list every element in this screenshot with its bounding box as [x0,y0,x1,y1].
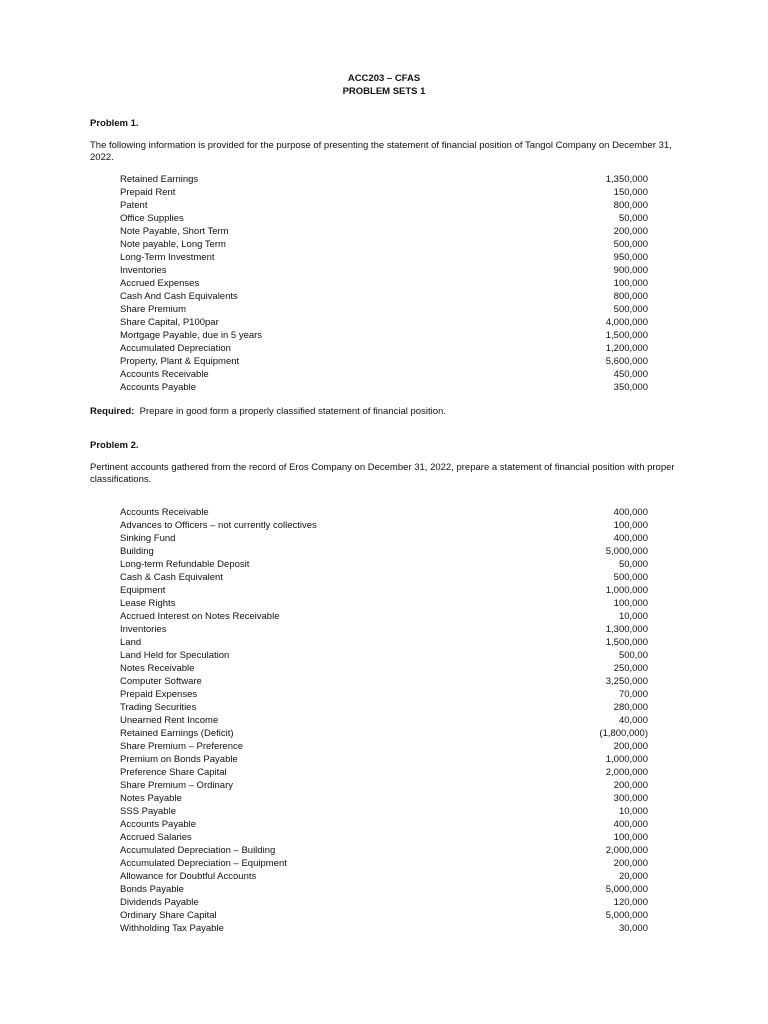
account-name: Retained Earnings (Deficit) [120,728,234,739]
account-amount: 5,600,000 [605,356,648,367]
account-name: Premium on Bonds Payable [120,754,238,765]
account-amount: 950,000 [613,252,648,263]
problem2-account-list [120,506,648,935]
account-row [120,701,648,714]
problem2-intro: Pertinent accounts gathered from the record of Eros Company on December 31, 2022, prepare a statement of financial position with proper classifications. [90,462,675,485]
account-name: Bonds Payable [120,884,184,895]
document-header [0,73,768,98]
account-row [120,766,648,779]
account-name: Accumulated Depreciation – Equipment [120,858,287,869]
account-amount: 40,000 [618,715,648,726]
account-row [120,303,648,316]
account-name: Long-term Refundable Deposit [120,559,250,570]
account-row [120,857,648,870]
account-name: Preference Share Capital [120,767,227,778]
problem1-required [90,406,446,417]
account-amount: 20,000 [618,871,648,882]
account-amount: 50,000 [618,213,648,224]
account-name: Patent [120,200,148,211]
account-amount: 10,000 [618,806,648,817]
account-row [120,532,648,545]
account-row [120,844,648,857]
account-row [120,818,648,831]
account-row [120,342,648,355]
account-amount: 400,000 [613,533,648,544]
account-name: SSS Payable [120,806,176,817]
account-name: Accounts Receivable [120,507,209,518]
account-row [120,662,648,675]
account-row [120,558,648,571]
account-amount: 1,500,000 [605,330,648,341]
account-amount: 5,000,000 [605,884,648,895]
account-row [120,225,648,238]
account-row [120,610,648,623]
account-row [120,779,648,792]
account-row [120,623,648,636]
account-row [120,368,648,381]
account-row [120,290,648,303]
account-amount: 30,000 [618,923,648,934]
account-row [120,909,648,922]
account-amount: 800,000 [613,291,648,302]
account-row [120,831,648,844]
account-name: Notes Receivable [120,663,195,674]
account-name: Advances to Officers – not currently collectives [120,520,317,531]
account-name: Note Payable, Short Term [120,226,229,237]
account-amount: 500,00 [618,650,648,661]
account-name: Building [120,546,154,557]
account-row [120,636,648,649]
account-amount: 120,000 [613,897,648,908]
account-amount: 150,000 [613,187,648,198]
account-name: Accrued Expenses [120,278,200,289]
account-name: Long-Term Investment [120,252,215,263]
account-name: Accumulated Depreciation [120,343,231,354]
account-row [120,727,648,740]
account-name: Unearned Rent Income [120,715,219,726]
account-name: Equipment [120,585,166,596]
account-row [120,870,648,883]
account-row [120,883,648,896]
account-amount: 100,000 [613,832,648,843]
account-name: Notes Payable [120,793,182,804]
account-row [120,753,648,766]
account-amount: 900,000 [613,265,648,276]
problem2-title: Problem 2. [90,440,139,451]
account-row [120,316,648,329]
document-title: PROBLEM SETS 1 [342,85,426,97]
account-row [120,506,648,519]
account-amount: 200,000 [613,226,648,237]
account-name: Accounts Payable [120,382,197,393]
account-name: Dividends Payable [120,897,199,908]
account-amount: 100,000 [613,598,648,609]
account-row [120,381,648,394]
account-name: Share Premium – Preference [120,741,244,752]
account-row [120,584,648,597]
account-name: Share Premium – Ordinary [120,780,233,791]
account-name: Lease Rights [120,598,176,609]
account-amount: 200,000 [613,858,648,869]
account-name: Inventories [120,624,167,635]
account-row [120,792,648,805]
account-amount: 200,000 [613,780,648,791]
account-row [120,212,648,225]
account-row [120,173,648,186]
account-row [120,545,648,558]
account-row [120,277,648,290]
account-name: Accumulated Depreciation – Building [120,845,276,856]
account-name: Ordinary Share Capital [120,910,217,921]
account-row [120,714,648,727]
account-row [120,329,648,342]
account-name: Land Held for Speculation [120,650,230,661]
account-row [120,519,648,532]
account-row [120,740,648,753]
account-amount: 500,000 [613,572,648,583]
account-name: Computer Software [120,676,202,687]
account-row [120,922,648,935]
account-row [120,805,648,818]
account-name: Share Premium [120,304,186,315]
account-amount: 5,000,000 [605,910,648,921]
account-name: Cash And Cash Equivalents [120,291,238,302]
account-name: Prepaid Expenses [120,689,198,700]
account-amount: 3,250,000 [605,676,648,687]
account-row [120,597,648,610]
account-name: Accrued Salaries [120,832,192,843]
account-amount: 100,000 [613,520,648,531]
account-name: Withholding Tax Payable [120,923,224,934]
account-amount: 350,000 [613,382,648,393]
account-amount: 2,000,000 [605,845,648,856]
account-amount: 400,000 [613,507,648,518]
account-name: Accounts Receivable [120,369,209,380]
required-label: Required: [90,406,135,417]
account-amount: 400,000 [613,819,648,830]
account-row [120,199,648,212]
account-row [120,649,648,662]
account-name: Allowance for Doubtful Accounts [120,871,257,882]
account-name: Note payable, Long Term [120,239,226,250]
account-name: Mortgage Payable, due in 5 years [120,330,263,341]
account-amount: 280,000 [613,702,648,713]
account-name: Trading Securities [120,702,197,713]
account-row [120,675,648,688]
problem1-account-list [120,173,648,394]
account-amount: 1,000,000 [605,585,648,596]
account-name: Cash & Cash Equivalent [120,572,223,583]
account-row [120,688,648,701]
account-amount: 70,000 [618,689,648,700]
account-name: Land [120,637,142,648]
account-name: Inventories [120,265,167,276]
course-code: ACC203 – CFAS [347,73,421,84]
account-amount: (1,800,000) [599,728,648,739]
account-name: Accounts Payable [120,819,197,830]
account-name: Property, Plant & Equipment [120,356,240,367]
account-amount: 4,000,000 [605,317,648,328]
account-row [120,186,648,199]
account-name: Share Capital, P100par [120,317,219,328]
account-row [120,238,648,251]
account-amount: 300,000 [613,793,648,804]
account-amount: 1,000,000 [605,754,648,765]
account-amount: 800,000 [613,200,648,211]
account-amount: 10,000 [618,611,648,622]
account-name: Retained Earnings [120,174,199,185]
account-amount: 250,000 [613,663,648,674]
required-text: Prepare in good form a properly classified statement of financial position. [139,406,446,417]
account-name: Sinking Fund [120,533,176,544]
account-row [120,355,648,368]
account-amount: 50,000 [618,559,648,570]
account-row [120,896,648,909]
account-amount: 200,000 [613,741,648,752]
account-amount: 1,350,000 [605,174,648,185]
account-amount: 2,000,000 [605,767,648,778]
account-name: Accrued Interest on Notes Receivable [120,611,280,622]
account-amount: 100,000 [613,278,648,289]
account-row [120,571,648,584]
account-name: Prepaid Rent [120,187,176,198]
account-row [120,251,648,264]
problem1-intro: The following information is provided for the purpose of presenting the statement of financial position of Tangol Company on December 31, 2022. [90,140,672,163]
account-amount: 1,500,000 [605,637,648,648]
account-amount: 5,000,000 [605,546,648,557]
problem1-title: Problem 1. [90,118,139,129]
account-amount: 450,000 [613,369,648,380]
account-amount: 500,000 [613,239,648,250]
account-amount: 1,300,000 [605,624,648,635]
account-row [120,264,648,277]
account-amount: 1,200,000 [605,343,648,354]
account-name: Office Supplies [120,213,184,224]
account-amount: 500,000 [613,304,648,315]
